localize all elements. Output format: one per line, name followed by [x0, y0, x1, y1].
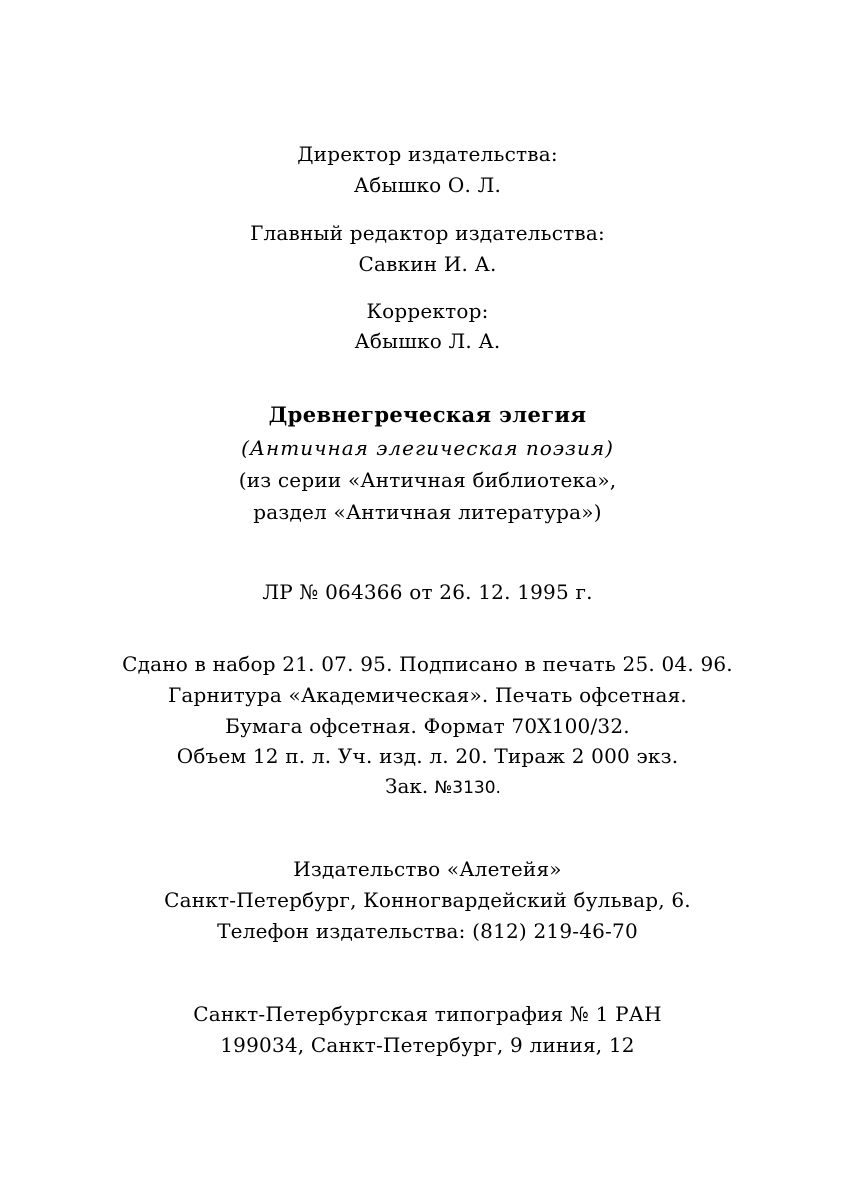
print-info-line-1: Сдано в набор 21. 07. 95. Подписано в печать 25. 04. 96.	[122, 652, 733, 676]
publisher-phone: Телефон издательства: (812) 219-46-70	[217, 919, 638, 943]
license-number: ЛР № 064366 от 26. 12. 1995 г.	[262, 580, 593, 604]
publisher-address: Санкт-Петербург, Конногвардейский бульвар, 6.	[164, 888, 691, 912]
printer-name: Санкт-Петербургская типография № 1 РАН	[193, 1002, 662, 1026]
print-info-line-4: Объем 12 п. л. Уч. изд. л. 20. Тираж 2 000 экз.	[176, 744, 679, 768]
order-number-line	[385, 773, 501, 801]
director-name: Абышко О. Л.	[353, 173, 502, 197]
print-info-line-2: Гарнитура «Академическая». Печать офсетная.	[167, 683, 687, 707]
director-role: Директор издательства:	[297, 142, 558, 166]
chief-editor-name: Савкин И. А.	[358, 252, 497, 276]
order-number: №3130.	[434, 778, 501, 798]
book-title: Древнегреческая элегия	[268, 402, 587, 427]
publisher-name: Издательство «Алетейя»	[293, 857, 562, 881]
book-subtitle: (Античная элегическая поэзия)	[241, 436, 614, 460]
series-line-1: (из серии «Античная библиотека»,	[238, 468, 617, 492]
printer-address: 199034, Санкт-Петербург, 9 линия, 12	[220, 1033, 635, 1057]
corrector-role: Корректор:	[366, 299, 489, 323]
order-label: Зак.	[385, 774, 435, 798]
series-line-2: раздел «Античная литература»)	[253, 500, 602, 524]
corrector-name: Абышко Л. А.	[354, 329, 501, 353]
chief-editor-role: Главный редактор издательства:	[250, 221, 605, 245]
print-info-line-3: Бумага офсетная. Формат 70Х100/32.	[225, 714, 630, 738]
